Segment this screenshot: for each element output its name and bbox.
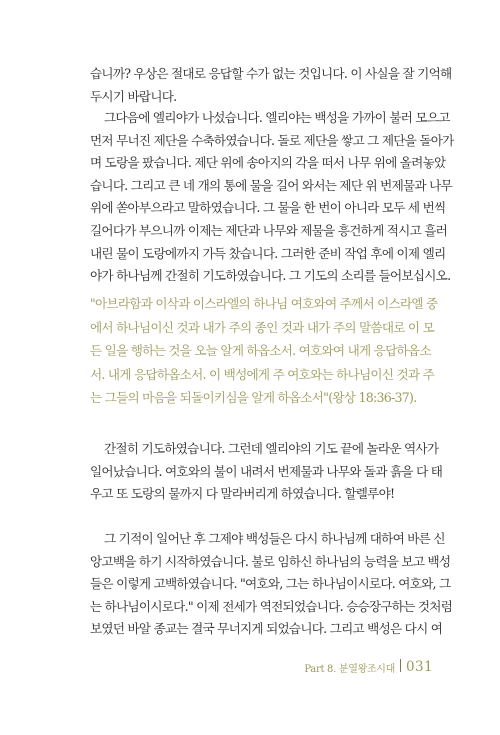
text-line: 습니까? 우상은 절대로 응답할 수가 없는 것입니다. 이 사실을 잘 기억해 bbox=[90, 66, 452, 81]
quote-line: 든 일을 행하는 것을 오늘 알게 하옵소서. 여호와여 내게 응답하옵소 bbox=[90, 343, 431, 358]
text-line: 그 기적이 일어난 후 그제야 백성들은 다시 하나님께 대하여 바른 신 bbox=[104, 531, 445, 546]
quote-line: 서. 내게 응답하옵소서. 이 백성에게 주 여호와는 하나님이신 것과 주 bbox=[90, 366, 435, 382]
text-line: 우고 또 도랑의 물까지 다 말라버리게 하였습니다. 할렐루야! bbox=[90, 486, 395, 502]
quote-line: 는 그들의 마음을 되돌이키심을 알게 하옵소서"(왕상 18:36-37). bbox=[90, 390, 417, 405]
text-line: 길어다가 부으니까 이제는 제단과 나무와 제물을 흥건하게 적시고 흘러 bbox=[90, 222, 448, 238]
quote-line: 에서 하나님이신 것과 내가 주의 종인 것과 내가 주의 말씀대로 이 모 bbox=[90, 319, 435, 335]
text-line: 간절히 기도하였습니다. 그런데 엘리야의 기도 끝에 놀라운 역사가 bbox=[104, 441, 439, 456]
text-line: 들은 이렇게 고백하였습니다. "여호와, 그는 하나님이시로다. 여호와, 그 bbox=[90, 576, 451, 592]
text-line: 내린 물이 도랑에까지 가득 찼습니다. 그러한 준비 작업 후에 이제 엘리 bbox=[90, 245, 446, 261]
page-footer bbox=[304, 658, 433, 676]
running-footer-label: Part 8. 분열왕조시대 bbox=[304, 663, 396, 675]
body-paragraph bbox=[90, 438, 443, 506]
body-paragraph bbox=[90, 107, 454, 288]
text-line: 며 도랑을 팠습니다. 제단 위에 송아지의 각을 떠서 나무 위에 올려놓았 bbox=[90, 155, 446, 171]
text-line: 그다음에 엘리야가 나섰습니다. 엘리야는 백성을 가까이 불러 모으고 bbox=[104, 110, 450, 125]
page-number: 031 bbox=[406, 659, 433, 675]
text-line: 일어났습니다. 여호와의 불이 내려서 번제물과 나무와 돌과 흙을 다 태 bbox=[90, 463, 443, 479]
text-line: 먼저 무너진 제단을 수축하였습니다. 돌로 제단을 쌓고 그 제단을 돌아가 bbox=[90, 132, 454, 148]
footer-divider bbox=[400, 659, 401, 672]
text-line: 보였던 바알 종교는 결국 무너지게 되었습니다. 그리고 백성은 다시 여 bbox=[90, 621, 443, 637]
text-line: 습니다. 그리고 큰 네 개의 통에 물을 길어 와서는 제단 위 번제물과 나무 bbox=[90, 177, 452, 193]
text-line: 앙고백을 하기 시작하였습니다. 불로 임하신 하나님의 능력을 보고 백성 bbox=[90, 553, 451, 569]
scripture-quote bbox=[90, 292, 438, 410]
text-line: 야가 하나님께 간절히 기도하였습니다. 그 기도의 소리를 들어보십시오. bbox=[90, 268, 451, 284]
text-line: 위에 쏟아부으라고 말하였습니다. 그 물을 한 번이 아니라 모두 세 번씩 bbox=[90, 200, 446, 216]
text-line: 두시기 바랍니다. bbox=[90, 88, 177, 104]
text-line: 는 하나님이시로다." 이제 전세가 역전되었습니다. 승승장구하는 것처럼 bbox=[90, 598, 453, 614]
quote-line: "아브라함과 이삭과 이스라엘의 하나님 여호와여 주께서 이스라엘 중 bbox=[90, 296, 438, 311]
body-paragraph bbox=[90, 528, 453, 641]
body-paragraph bbox=[90, 63, 452, 108]
